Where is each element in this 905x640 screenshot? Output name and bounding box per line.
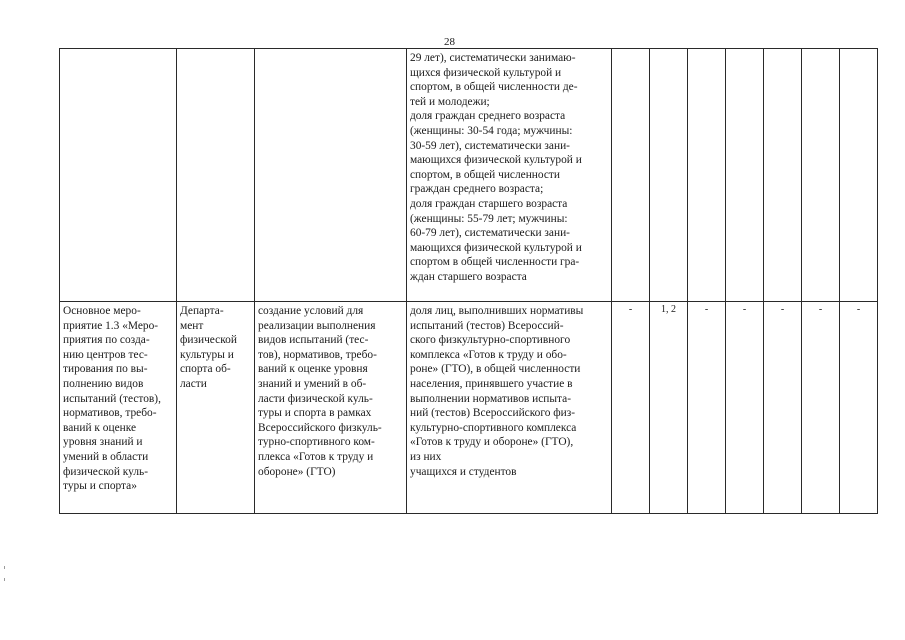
value-cell: - (726, 302, 764, 514)
executor-text: Департа- мент физической культуры и спорта об- ласти (180, 305, 237, 390)
event-cell (60, 302, 177, 514)
scan-edge-mark (4, 566, 5, 569)
indicator-cell (407, 302, 612, 514)
executor-cell (177, 302, 255, 514)
value-cell: - (688, 302, 726, 514)
indicator-text: 29 лет), систематически занимаю- щихся физической культурой и спортом, в общей численности де- тей и молодежи; доля граждан среднего возраста (женщины: 30-54 года; мужчины: 30-59 лет), систематически зани- мающихся физической культурой и спортом, в общей численности граждан среднего возраста; доля граждан старшего возраста (женщины: 55-79 лет; мужчины: 60-79 лет), систематически зани- мающихся физической культурой и спортом в общей численности гра- ждан старшего возраста (410, 52, 582, 283)
result-cell (255, 49, 407, 302)
event-text: Основное меро- приятие 1.3 «Меро- приятия по созда- нию центров тес- тирования по вы- полнению видов испытаний (тестов), нормативов, требо- ваний к оценке уровня знаний и умений в области физической куль- туры и спорта» (63, 305, 161, 493)
value-cell (612, 49, 650, 302)
table-row (60, 302, 878, 514)
event-cell (60, 49, 177, 302)
indicator-text: доля лиц, выполнивших нормативы испытаний (тестов) Всероссий- ского физкультурно-спортивного комплекса «Готов к труду и обо- роне» (ГТО), в общей численности населения, принявшего участие в выполнении нормативов испыта- ний (тестов) Всероссийского физ- культурно-спортивного комплекса «Готов к труду и обороне» (ГТО), из них учащихся и студентов (410, 305, 584, 478)
program-table (59, 48, 878, 514)
value-cell: - (840, 302, 878, 514)
value-cell (802, 49, 840, 302)
result-cell (255, 302, 407, 514)
executor-cell (177, 49, 255, 302)
value-cell (764, 49, 802, 302)
result-text: создание условий для реализации выполнения видов испытаний (тес- тов), нормативов, требо- ваний к оценке уровня знаний и умений в об- ласти физической куль- туры и спорта в рамках Всероссийского физкуль- турно-спортивного ком- плекса «Готов к труду и обороне» (ГТО) (258, 305, 382, 478)
table-row (60, 49, 878, 302)
page-number: 28 (444, 36, 455, 48)
value-cell (688, 49, 726, 302)
scan-edge-mark (4, 578, 5, 581)
value-cell (726, 49, 764, 302)
value-cell: - (802, 302, 840, 514)
value-cell: 1, 2 (650, 302, 688, 514)
value-cell (650, 49, 688, 302)
value-cell: - (764, 302, 802, 514)
value-cell (840, 49, 878, 302)
indicator-cell (407, 49, 612, 302)
value-cell: - (612, 302, 650, 514)
